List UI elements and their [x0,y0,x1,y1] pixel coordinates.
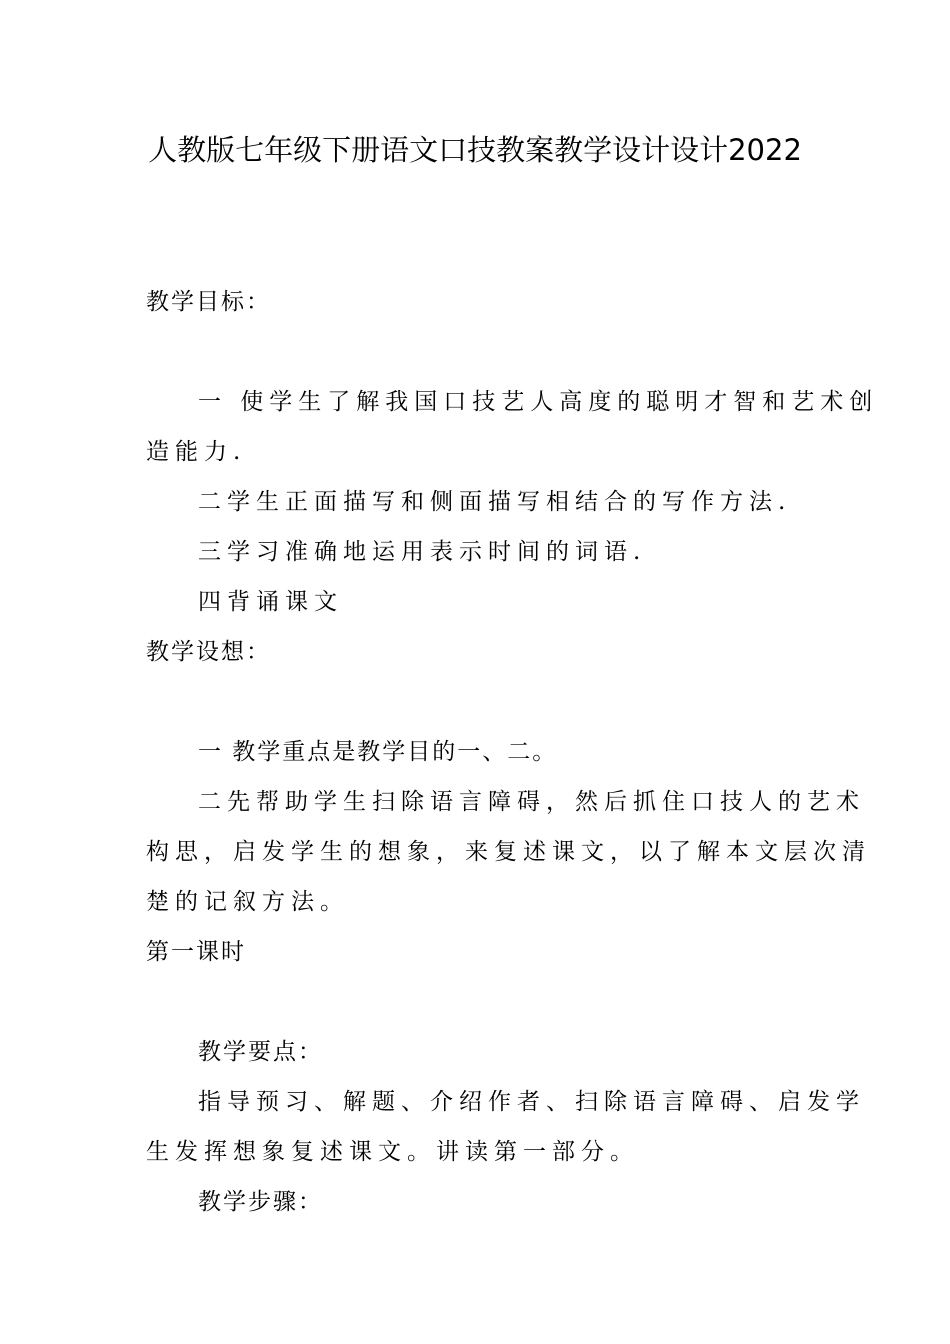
paragraph-line: 楚的记叙方法。 [146,889,349,915]
paragraph-line: 指导预习、解题、介绍作者、扫除语言障碍、启发学 [198,1089,865,1115]
paragraph-line: 一 教学重点是教学目的一、二。 [198,739,558,765]
paragraph-line: 造能力. [146,439,247,465]
document-title: 人教版七年级下册语文口技教案教学设计设计2022 [148,133,802,167]
section-heading-ideas: 教学设想： [146,639,271,665]
paragraph-line: 三学习准确地运用表示时间的词语. [198,539,647,565]
paragraph-line: 生发挥想象复述课文。讲读第一部分。 [146,1139,639,1165]
paragraph-line: 构思，启发学生的想象，来复述课文，以了解本文层次清 [146,839,871,865]
section-heading-steps: 教学步骤： [198,1189,323,1215]
paragraph-line: 二先帮助学生扫除语言障碍，然后抓住口技人的艺术 [198,789,865,815]
section-heading-key-points: 教学要点： [198,1039,323,1065]
paragraph-line: 二学生正面描写和侧面描写相结合的写作方法. [198,489,792,515]
section-heading-first-lesson: 第一课时 [146,939,246,965]
section-heading-objectives: 教学目标： [146,289,271,315]
paragraph-line: 一 使学生了解我国口技艺人高度的聪明才智和艺术创 [198,389,879,415]
paragraph-line: 四背诵课文 [198,589,343,615]
